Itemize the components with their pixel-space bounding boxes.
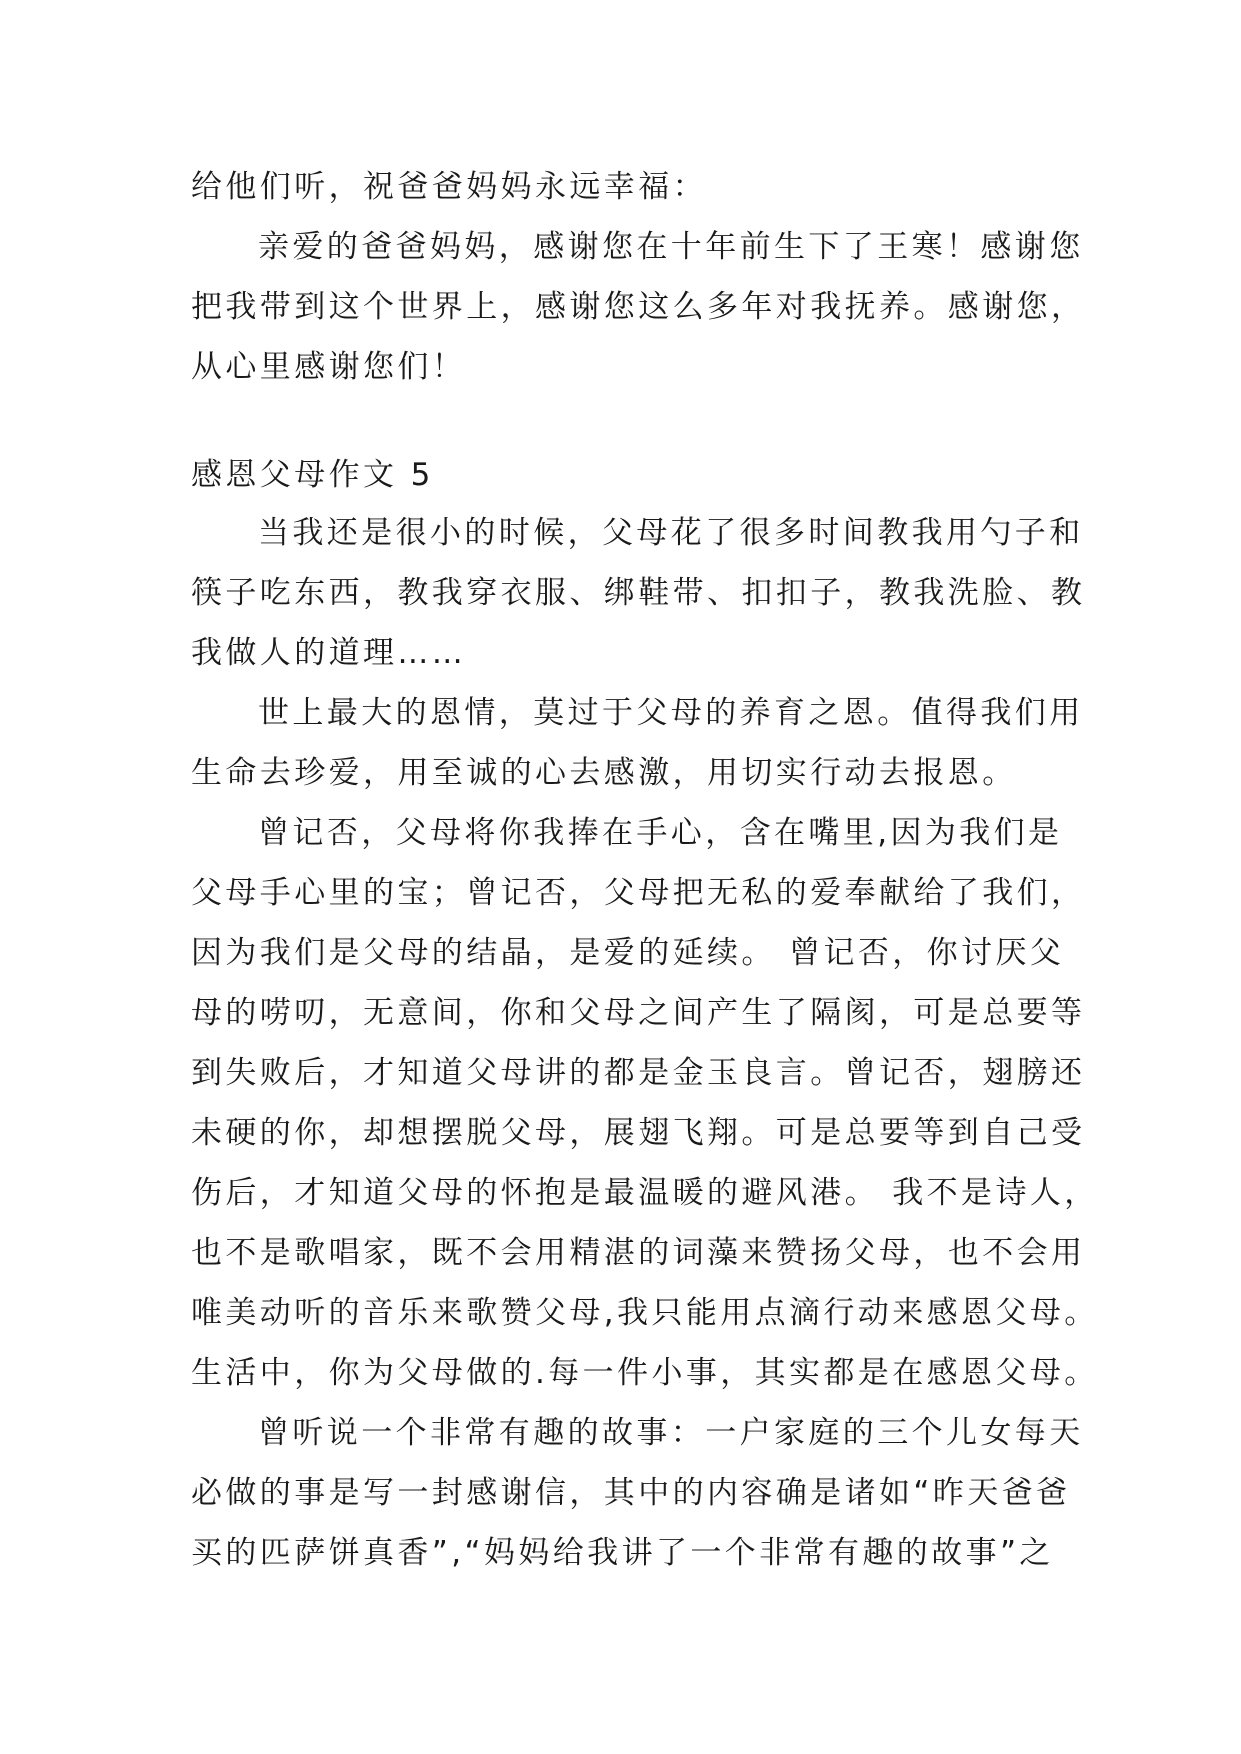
text-line: 到失败后，才知道父母讲的都是金玉良言。曾记否，翅膀还 — [191, 1055, 1086, 1091]
text-line: 生命去珍爱，用至诚的心去感激，用切实行动去报恩。 — [191, 755, 1017, 791]
text-line: 亲爱的爸爸妈妈，感谢您在十年前生下了王寒！感谢您 — [258, 229, 1084, 265]
text-line: 父母手心里的宝；曾记否，父母把无私的爱奉献给了我们， — [191, 875, 1086, 911]
text-line: 给他们听，祝爸爸妈妈永远幸福： — [191, 169, 707, 205]
text-line: 我做人的道理…… — [191, 635, 467, 671]
text-line: 筷子吃东西，教我穿衣服、绑鞋带、扣扣子，教我洗脸、教 — [191, 575, 1086, 611]
text-line: 唯美动听的音乐来歌赞父母,我只能用点滴行动来感恩父母。 — [191, 1295, 1099, 1331]
text-line: 母的唠叨，无意间，你和父母之间产生了隔阂，可是总要等 — [191, 995, 1086, 1031]
text-line: 世上最大的恩情，莫过于父母的养育之恩。值得我们用 — [258, 695, 1084, 731]
text-line: 把我带到这个世界上，感谢您这么多年对我抚养。感谢您， — [191, 289, 1086, 325]
text-line: 当我还是很小的时候，父母花了很多时间教我用勺子和 — [258, 515, 1084, 551]
text-line: 因为我们是父母的结晶，是爱的延续。 曾记否，你讨厌父 — [191, 935, 1065, 971]
text-line: 也不是歌唱家，既不会用精湛的词藻来赞扬父母，也不会用 — [191, 1235, 1086, 1271]
text-line: 从心里感谢您们！ — [191, 349, 467, 385]
text-line: 买的匹萨饼真香”,“妈妈给我讲了一个非常有趣的故事”之 — [191, 1535, 1054, 1571]
text-line: 必做的事是写一封感谢信，其中的内容确是诸如“昨天爸爸 — [191, 1475, 1071, 1511]
section-heading: 感恩父母作文 5 — [191, 457, 434, 493]
text-line: 生活中，你为父母做的.每一件小事，其实都是在感恩父母。 — [191, 1355, 1099, 1391]
text-line: 曾记否，父母将你我捧在手心，含在嘴里,因为我们是 — [258, 815, 1063, 851]
text-line: 曾听说一个非常有趣的故事：一户家庭的三个儿女每天 — [258, 1415, 1084, 1451]
text-line: 未硬的你，却想摆脱父母，展翅飞翔。可是总要等到自己受 — [191, 1115, 1086, 1151]
text-line: 伤后，才知道父母的怀抱是最温暖的避风港。 我不是诗人， — [191, 1175, 1099, 1211]
